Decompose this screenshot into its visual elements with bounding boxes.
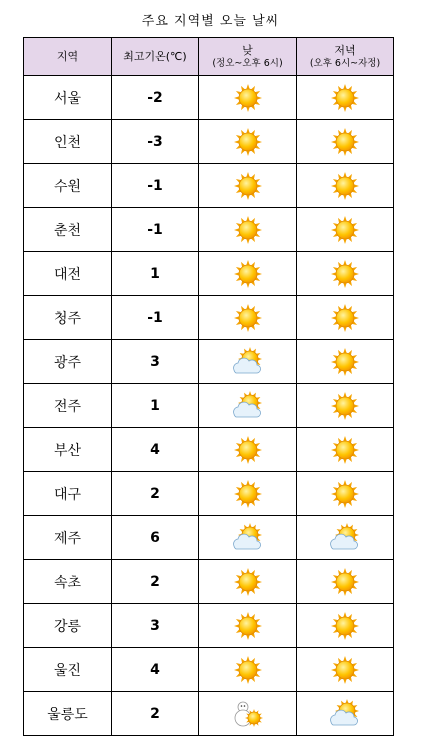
sunny-icon (232, 434, 264, 466)
header-evening (297, 38, 394, 76)
table-row (24, 76, 394, 120)
sunny-icon (329, 610, 361, 642)
temp-cell: 1 (112, 252, 199, 296)
sunny-icon (232, 566, 264, 598)
table-row (24, 428, 394, 472)
table-row (24, 560, 394, 604)
temp-cell: -1 (112, 296, 199, 340)
partly-cloudy-icon (329, 698, 361, 730)
table-row (24, 384, 394, 428)
sunny-icon (232, 170, 264, 202)
evening-weather-cell (297, 120, 394, 164)
day-weather-cell (199, 296, 297, 340)
evening-weather-cell (297, 428, 394, 472)
table-row (24, 120, 394, 164)
region-cell: 강릉 (24, 604, 112, 648)
temp-cell: -1 (112, 164, 199, 208)
evening-weather-cell (297, 252, 394, 296)
day-weather-cell (199, 340, 297, 384)
region-cell: 춘천 (24, 208, 112, 252)
temp-cell: 1 (112, 384, 199, 428)
evening-weather-cell (297, 76, 394, 120)
partly-cloudy-icon (329, 522, 361, 554)
region-cell: 속초 (24, 560, 112, 604)
table-row (24, 340, 394, 384)
temp-cell: 2 (112, 692, 199, 736)
evening-weather-cell (297, 648, 394, 692)
day-weather-cell (199, 76, 297, 120)
day-weather-cell (199, 120, 297, 164)
sunny-icon (329, 390, 361, 422)
sunny-icon (329, 170, 361, 202)
page-title: 주요 지역별 오늘 날씨 (141, 14, 280, 29)
snow-sun-icon (232, 698, 264, 730)
temp-cell: 3 (112, 604, 199, 648)
header-day-label: 낮 (242, 43, 253, 57)
day-weather-cell (199, 164, 297, 208)
day-weather-cell (199, 648, 297, 692)
region-cell: 대전 (24, 252, 112, 296)
region-cell: 수원 (24, 164, 112, 208)
day-weather-cell (199, 208, 297, 252)
temp-cell: 3 (112, 340, 199, 384)
region-cell: 서울 (24, 76, 112, 120)
table-row (24, 648, 394, 692)
region-cell: 인천 (24, 120, 112, 164)
temp-cell: -2 (112, 76, 199, 120)
sunny-icon (329, 346, 361, 378)
temp-cell: 2 (112, 472, 199, 516)
evening-weather-cell (297, 340, 394, 384)
sunny-icon (329, 566, 361, 598)
sunny-icon (232, 654, 264, 686)
region-cell: 제주 (24, 516, 112, 560)
sunny-icon (232, 214, 264, 246)
table-row (24, 472, 394, 516)
sunny-icon (329, 478, 361, 510)
table-row (24, 164, 394, 208)
header-evening-sub: (오후 6시~자정) (309, 57, 381, 69)
region-cell: 울진 (24, 648, 112, 692)
sunny-icon (329, 126, 361, 158)
table-header-row (24, 38, 394, 76)
sunny-icon (329, 258, 361, 290)
table-body (24, 76, 394, 736)
region-cell: 울릉도 (24, 692, 112, 736)
day-weather-cell (199, 516, 297, 560)
evening-weather-cell (297, 208, 394, 252)
partly-cloudy-icon (232, 346, 264, 378)
temp-cell: 6 (112, 516, 199, 560)
evening-weather-cell (297, 472, 394, 516)
region-cell: 부산 (24, 428, 112, 472)
region-cell: 청주 (24, 296, 112, 340)
sunny-icon (232, 610, 264, 642)
sunny-icon (329, 302, 361, 334)
region-cell: 대구 (24, 472, 112, 516)
day-weather-cell (199, 428, 297, 472)
sunny-icon (329, 82, 361, 114)
header-region: 지역 (24, 38, 112, 76)
day-weather-cell (199, 560, 297, 604)
sunny-icon (232, 302, 264, 334)
day-weather-cell (199, 252, 297, 296)
evening-weather-cell (297, 516, 394, 560)
evening-weather-cell (297, 604, 394, 648)
temp-cell: -1 (112, 208, 199, 252)
temp-cell: -3 (112, 120, 199, 164)
sunny-icon (232, 478, 264, 510)
header-temp: 최고기온(℃) (112, 38, 199, 76)
evening-weather-cell (297, 164, 394, 208)
day-weather-cell (199, 604, 297, 648)
day-weather-cell (199, 472, 297, 516)
evening-weather-cell (297, 560, 394, 604)
evening-weather-cell (297, 384, 394, 428)
header-day-sub: (정오~오후 6시) (212, 57, 283, 69)
partly-cloudy-icon (232, 390, 264, 422)
temp-cell: 2 (112, 560, 199, 604)
header-evening-label: 저녁 (334, 43, 356, 57)
table-row (24, 208, 394, 252)
day-weather-cell (199, 384, 297, 428)
table-row (24, 604, 394, 648)
sunny-icon (232, 82, 264, 114)
region-cell: 광주 (24, 340, 112, 384)
sunny-icon (329, 434, 361, 466)
evening-weather-cell (297, 296, 394, 340)
region-cell: 전주 (24, 384, 112, 428)
temp-cell: 4 (112, 648, 199, 692)
partly-cloudy-icon (232, 522, 264, 554)
table-row (24, 516, 394, 560)
sunny-icon (329, 214, 361, 246)
sunny-icon (232, 258, 264, 290)
temp-cell: 4 (112, 428, 199, 472)
table-row (24, 252, 394, 296)
sunny-icon (232, 126, 264, 158)
table-row (24, 296, 394, 340)
sunny-icon (329, 654, 361, 686)
header-day (199, 38, 297, 76)
weather-table (23, 37, 394, 736)
